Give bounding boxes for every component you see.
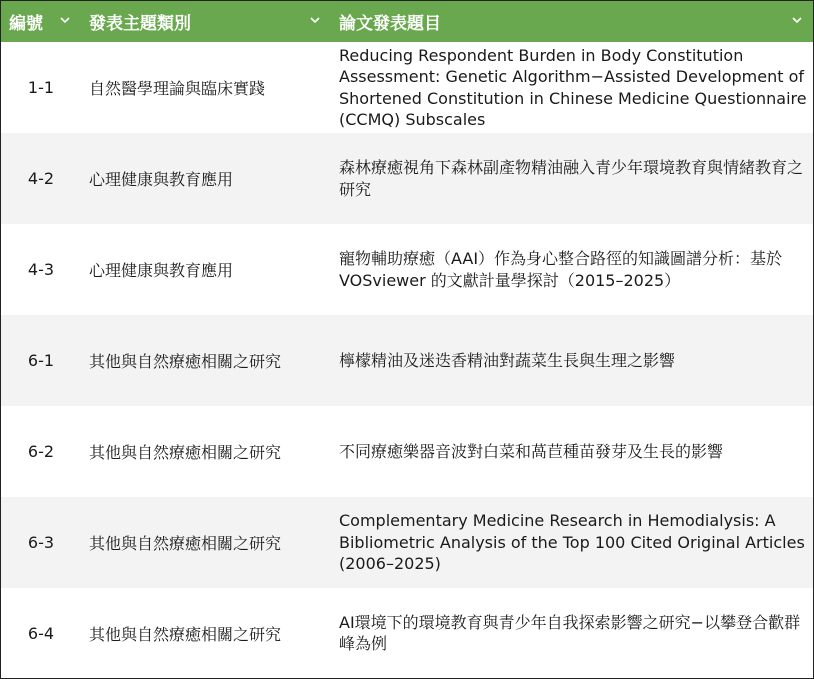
cell-title: 不同療癒樂器音波對白菜和萵苣種苗發芽及生長的影響 xyxy=(339,441,724,461)
cell-code: 6-2 xyxy=(27,442,55,461)
cell-category: 心理健康與教育應用 xyxy=(89,261,234,280)
table-row xyxy=(1,497,813,588)
table-row xyxy=(1,42,813,133)
table-row xyxy=(1,224,813,315)
cell-code: 4-2 xyxy=(27,169,55,188)
cell-category: 心理健康與教育應用 xyxy=(89,170,234,189)
cell-category: 其他與自然療癒相關之研究 xyxy=(89,624,282,644)
cell-category: 其他與自然療癒相關之研究 xyxy=(89,443,282,462)
cell-category: 其他與自然療癒相關之研究 xyxy=(89,352,282,371)
column-header-title[interactable] xyxy=(331,1,813,42)
cell-title: 寵物輔助療癒（AAI）作為身心整合路徑的知識圖譜分析：基於 VOSviewer 的文獻計量學探討（2015–2025） xyxy=(339,249,783,290)
cell-code: 6-3 xyxy=(27,533,55,552)
cell-title: Complementary Medicine Research in Hemodialysis: A Bibliometric Analysis of the Top 100 Cited Original Articles (2006–2025) xyxy=(339,511,805,574)
chevron-down-icon[interactable] xyxy=(309,14,321,26)
cell-category: 自然醫學理論與臨床實踐 xyxy=(89,79,266,98)
cell-code: 4-3 xyxy=(27,260,55,279)
column-header-label: 編號 xyxy=(9,14,43,34)
table-header xyxy=(1,1,813,42)
table-row xyxy=(1,133,813,224)
cell-code: 6-1 xyxy=(27,351,55,370)
chevron-down-icon[interactable] xyxy=(59,14,71,26)
column-header-label: 論文發表題目 xyxy=(339,14,441,34)
cell-title: AI環境下的環境教育與青少年自我探索影響之研究−以攀登合歡群峰為例 xyxy=(339,612,801,653)
chevron-down-icon[interactable] xyxy=(791,14,803,26)
column-header-category[interactable] xyxy=(81,1,331,42)
cell-code: 6-4 xyxy=(27,623,55,643)
cell-code: 1-1 xyxy=(27,78,55,97)
table-row xyxy=(1,588,813,678)
cell-title: 森林療癒視角下森林副產物精油融入青少年環境教育與情緒教育之研究 xyxy=(339,158,804,199)
column-header-label: 發表主題類別 xyxy=(89,14,191,34)
cell-title: Reducing Respondent Burden in Body Constitution Assessment: Genetic Algorithm−Assisted Development of Shortened Constitution in Chinese Medicine Questionnaire (CCMQ) Subscales xyxy=(339,45,807,129)
table-row xyxy=(1,315,813,406)
column-header-code[interactable] xyxy=(1,1,81,42)
cell-category: 其他與自然療癒相關之研究 xyxy=(89,534,282,553)
table-row xyxy=(1,406,813,497)
cell-title: 檸檬精油及迷迭香精油對蔬菜生長與生理之影響 xyxy=(339,350,676,370)
